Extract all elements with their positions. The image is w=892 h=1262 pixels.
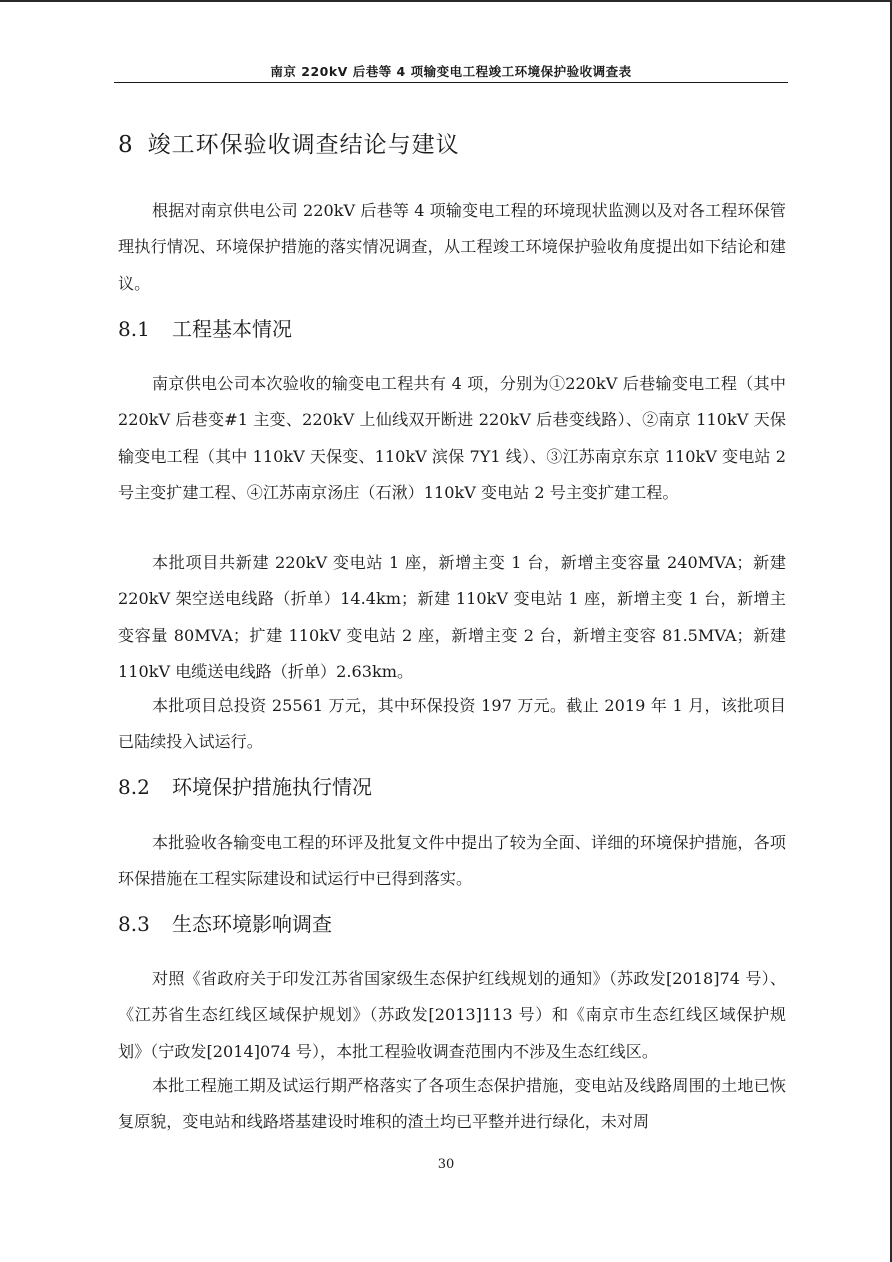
page-number: 30 (437, 1157, 455, 1172)
section-8-3-paragraph-2: 本批工程施工期及试运行期严格落实了各项生态保护措施，变电站及线路周围的土地已恢复原貌，变电站和线路塔基建设时堆积的渣土均已平整并进行绿化，未对周 (118, 1076, 786, 1132)
chapter-number: 8 (118, 132, 134, 158)
section-heading-8-3 (118, 908, 332, 937)
section-heading-8-2 (118, 771, 372, 800)
section-8-3-paragraph-1: 对照《省政府关于印发江苏省国家级生态保护红线规划的通知》（苏政发[2018]74 号）、《江苏省生态红线区域保护规划》（苏政发[2013]113 号）和《南京市生态红线区域保护规划》（宁政发[2014]074 号），本批工程验收调查范围内不涉及生态红线区。 (118, 969, 786, 1061)
section-title-text: 环境保护措施执行情况 (172, 775, 372, 799)
section-number: 8.2 (118, 775, 150, 799)
header-rule (114, 82, 788, 83)
chapter-title-text: 竣工环保验收调查结论与建议 (147, 132, 460, 158)
section-heading-8-1 (118, 313, 292, 342)
section-8-1-paragraph-2: 本批项目共新建 220kV 变电站 1 座，新增主变 1 台，新增主变容量 240MVA；新建 220kV 架空送电线路（折单）14.4km；新建 110kV 变电站 1 座，新增主变 1 台，新增主变容量 80MVA；扩建 110kV 变电站 2 座，新增主变 2 台，新增主变容 81.5MVA；新建 110kV 电缆送电线路（折单）2.63km。 (118, 553, 786, 681)
section-8-1-paragraph-1: 南京供电公司本次验收的输变电工程共有 4 项，分别为①220kV 后巷输变电工程（其中 220kV 后巷变#1 主变、220kV 上仙线双开断进 220kV 后巷变线路）、②南京 110kV 天保输变电工程（其中 110kV 天保变、110kV 滨保 7Y1 线）、③江苏南京东京 110kV 变电站 2 号主变扩建工程、④江苏南京汤庄（石湫）110kV 变电站 2 号主变扩建工程。 (118, 374, 786, 502)
section-8-1-paragraph-3: 本批项目总投资 25561 万元，其中环保投资 197 万元。截止 2019 年 1 月，该批项目已陆续投入试运行。 (118, 696, 786, 752)
running-header: 南京 220kV 后巷等 4 项输变电工程竣工环境保护验收调查表 (270, 64, 632, 79)
section-title-text: 生态环境影响调查 (172, 912, 332, 936)
intro-paragraph: 根据对南京供电公司 220kV 后巷等 4 项输变电工程的环境现状监测以及对各工程环保管理执行情况、环境保护措施的落实情况调查，从工程竣工环境保护验收角度提出如下结论和建议。 (118, 201, 786, 293)
section-number: 8.1 (118, 317, 150, 341)
section-title-text: 工程基本情况 (172, 317, 292, 341)
section-8-2-paragraph-1: 本批验收各输变电工程的环评及批复文件中提出了较为全面、详细的环境保护措施，各项环保措施在工程实际建设和试运行中已得到落实。 (118, 833, 786, 889)
chapter-title (118, 126, 460, 159)
page-frame-top (0, 0, 892, 2)
section-number: 8.3 (118, 912, 150, 936)
